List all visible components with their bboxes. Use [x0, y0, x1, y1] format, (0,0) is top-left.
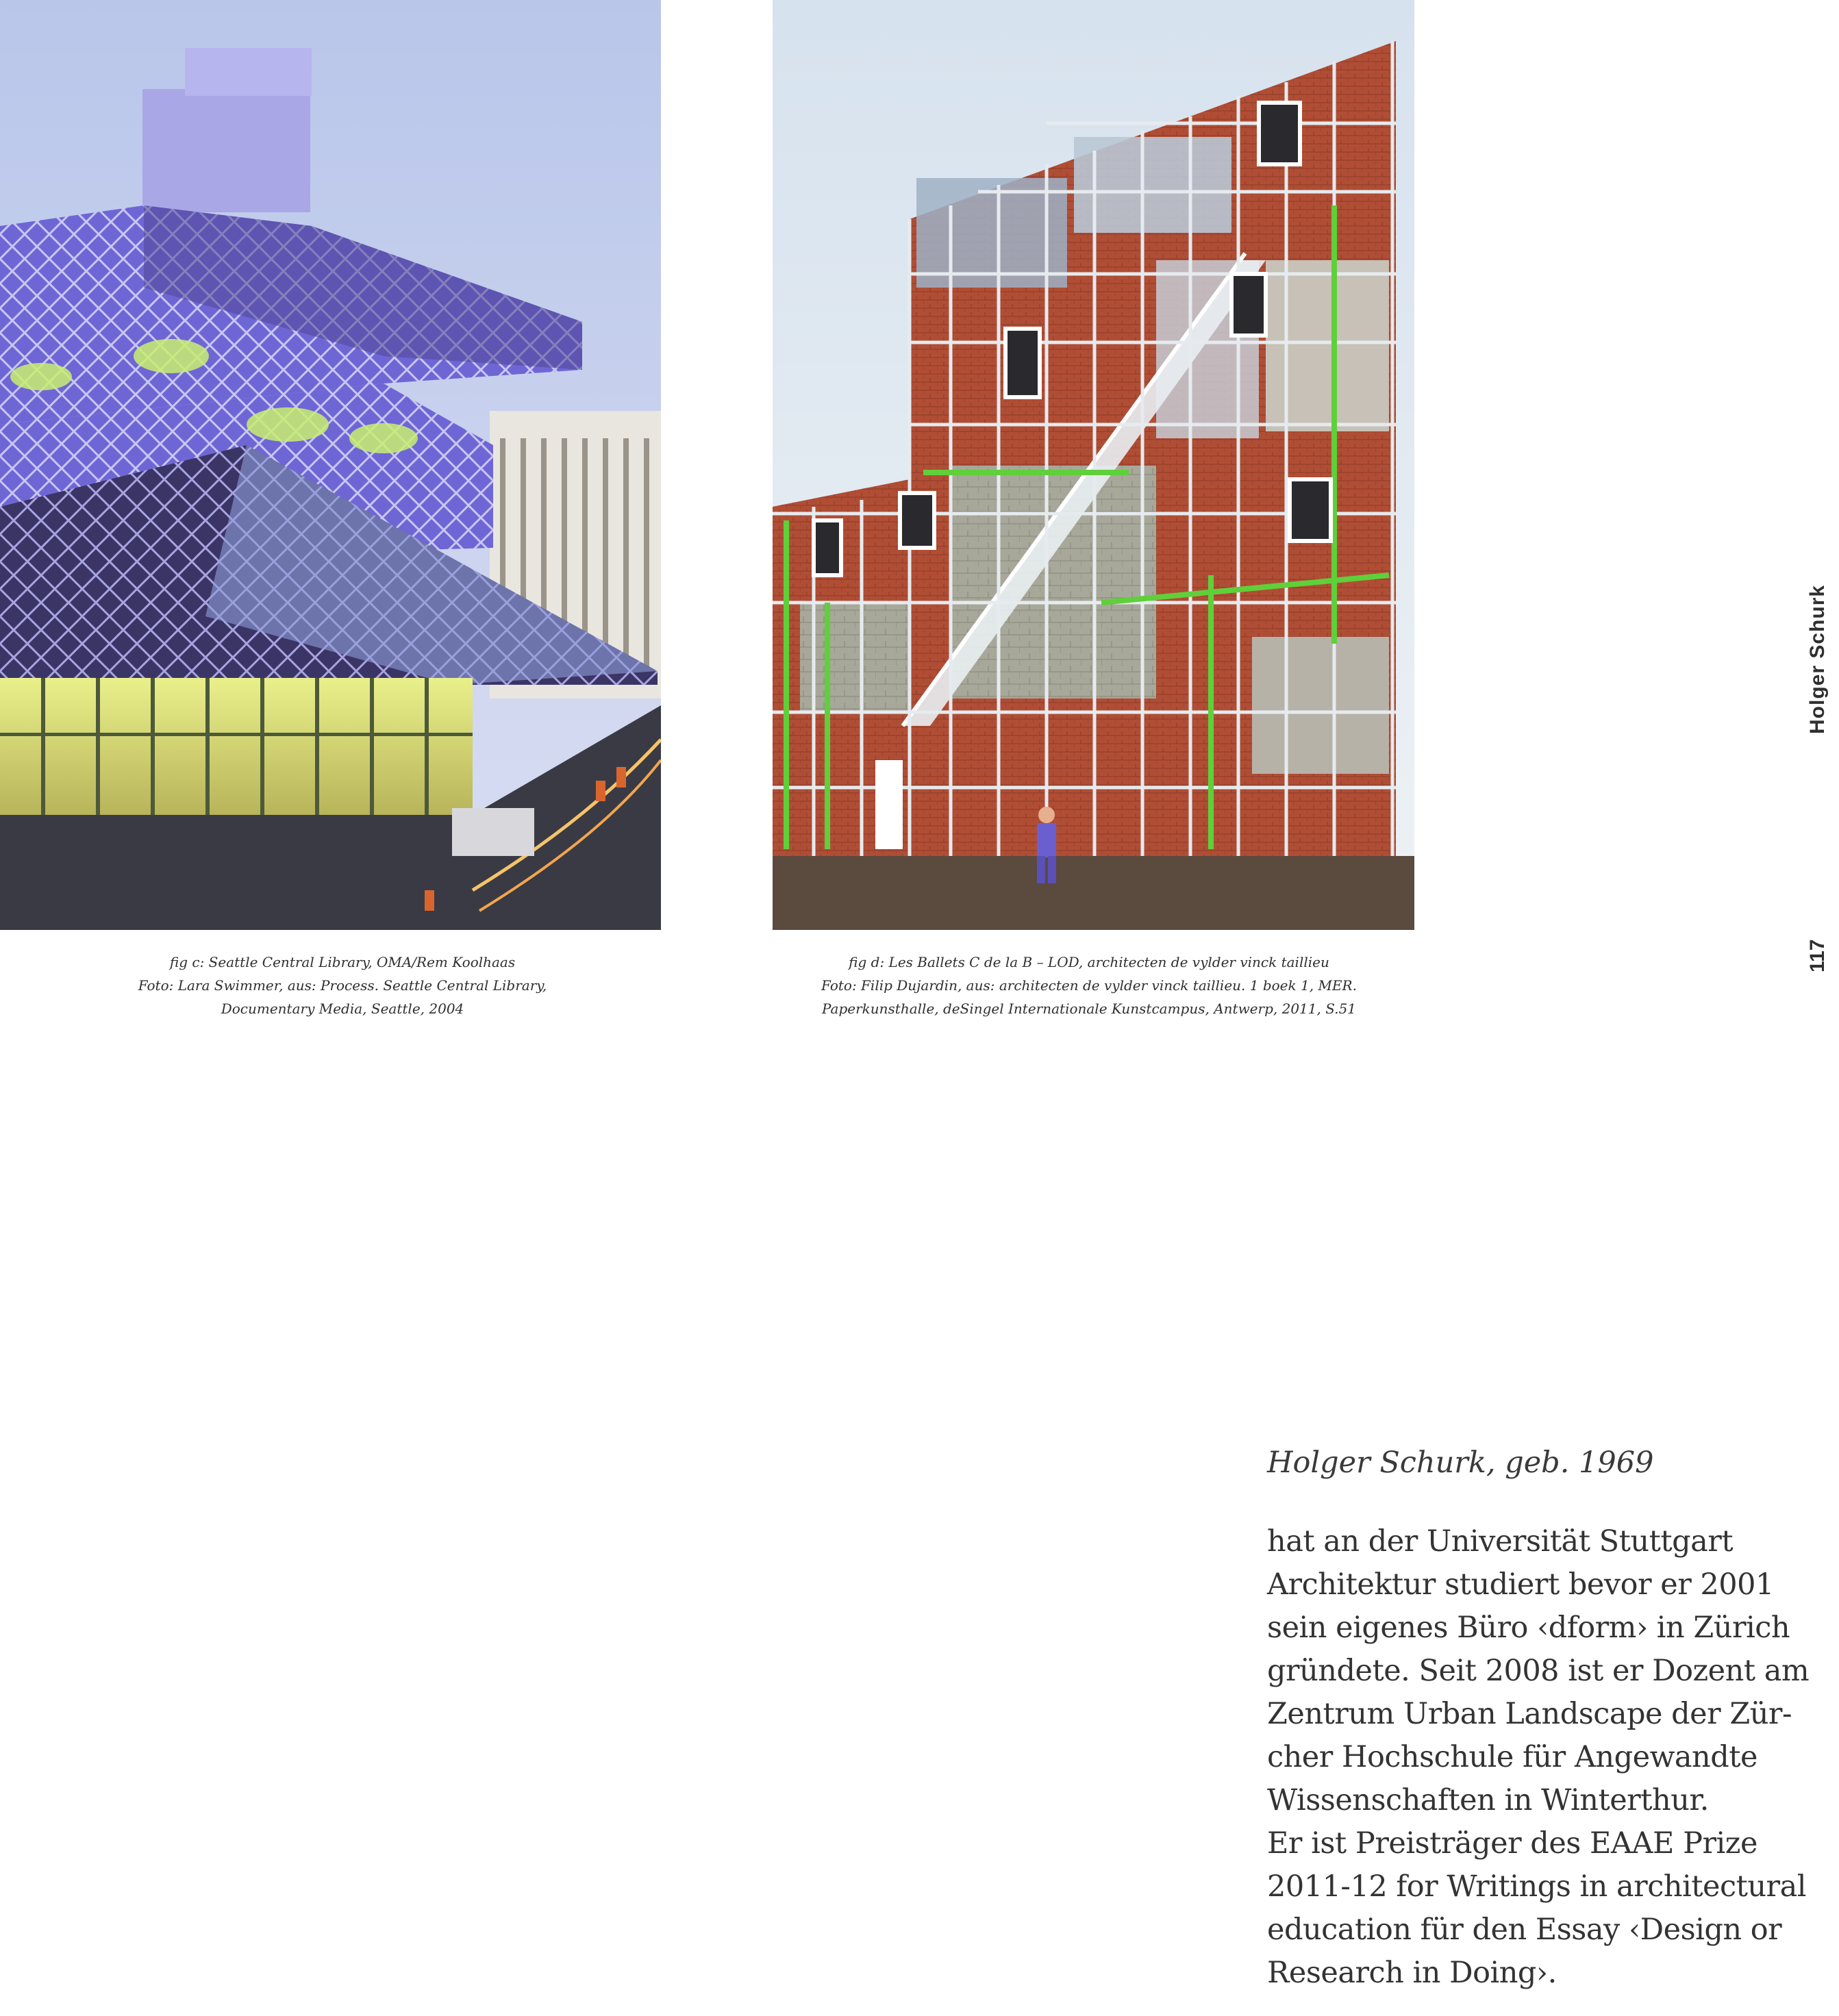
- caption-line: Foto: Lara Swimmer, aus: Process. Seattle Central Library,: [138, 977, 547, 994]
- caption-line: fig d: Les Ballets C de la B – LOD, architecten de vylder vinck taillieu: [849, 954, 1329, 970]
- ballets-building-image: [773, 0, 1414, 930]
- figure-d-photo: [773, 0, 1414, 930]
- bio-line: Wissenschaften in Winterthur.: [1267, 1783, 1709, 1817]
- caption-line: Paperkunsthalle, deSingel Internationale Kunstcampus, Antwerp, 2011, S.51: [821, 1000, 1357, 1017]
- caption-line: Documentary Media, Seattle, 2004: [221, 1000, 464, 1017]
- figure-c-caption: [137, 950, 548, 1020]
- bio-line: Er ist Preisträger des EAAE Prize: [1267, 1826, 1757, 1861]
- bio-line: sein eigenes Büro ‹dform› in Zürich: [1267, 1611, 1790, 1645]
- bio-line: cher Hochschule für Angewandte: [1267, 1740, 1757, 1774]
- bio-line: gründete. Seit 2008 ist er Dozent am: [1267, 1654, 1810, 1688]
- page-number: 117: [1806, 939, 1829, 972]
- figure-c-photo: [0, 0, 661, 930]
- bio-heading: Holger Schurk, geb. 1969: [1267, 1446, 1654, 1480]
- author-bio: [1267, 1444, 1810, 1995]
- figure-d-caption: [795, 950, 1384, 1020]
- caption-line: Foto: Filip Dujardin, aus: architecten de vylder vinck taillieu. 1 boek 1, MER.: [821, 977, 1357, 994]
- caption-line: fig c: Seattle Central Library, OMA/Rem Koolhaas: [169, 954, 516, 970]
- bio-line: 2011-12 for Writings in architectural: [1267, 1869, 1806, 1904]
- bio-body: [1267, 1520, 1810, 1995]
- bio-line: Research in Doing›.: [1267, 1956, 1557, 1990]
- bio-line: Zentrum Urban Landscape der Zür-: [1267, 1697, 1792, 1731]
- seattle-library-image: [0, 0, 661, 930]
- bio-line: Architektur studiert bevor er 2001: [1267, 1567, 1774, 1602]
- running-head: Holger Schurk: [1806, 584, 1829, 734]
- bio-line: hat an der Universität Stuttgart: [1267, 1524, 1734, 1559]
- bio-line: education für den Essay ‹Design or: [1267, 1913, 1782, 1947]
